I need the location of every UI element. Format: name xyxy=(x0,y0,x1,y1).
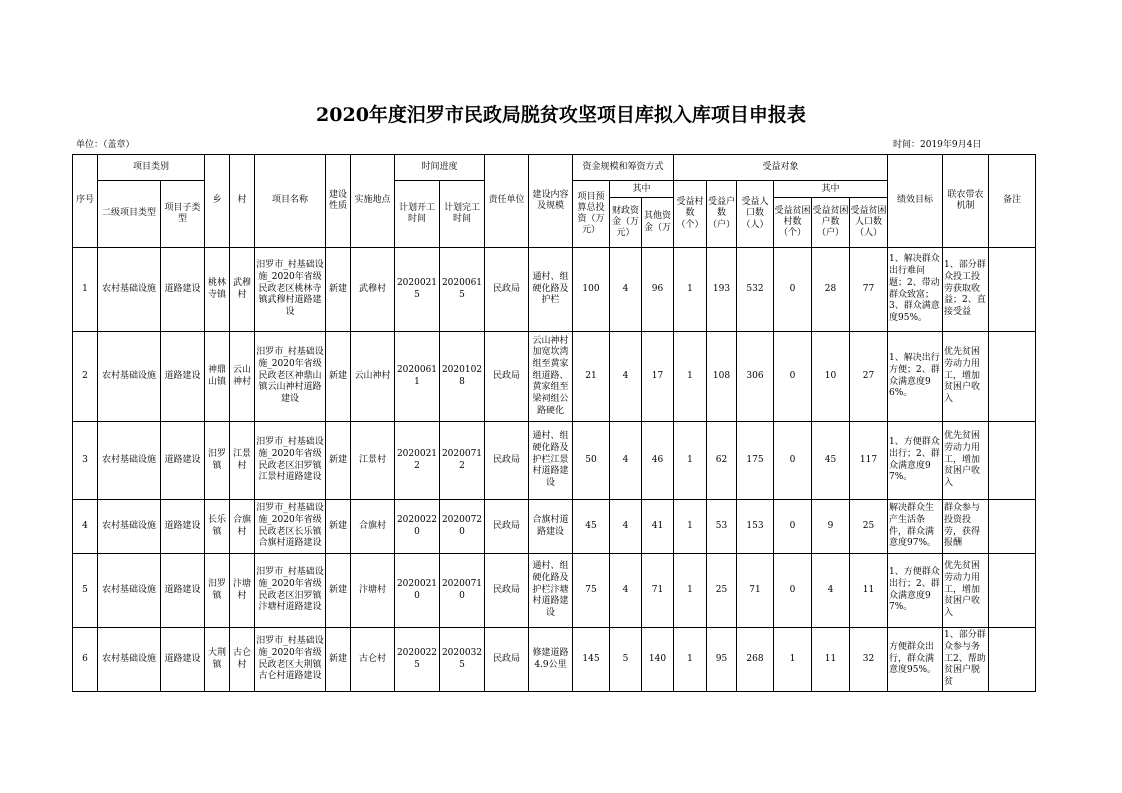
table-row xyxy=(73,500,1036,554)
location-cell: 合旗村 xyxy=(351,500,395,554)
remark-cell xyxy=(989,422,1036,500)
remark-cell xyxy=(989,248,1036,332)
mechanism-cell: 优先贫困劳动力用工，增加贫困户收入 xyxy=(943,422,989,500)
content-cell: 云山神村加宽坎湾组至黄家组道路、黄家组至梁祠组公路硬化 xyxy=(529,332,573,422)
table-header xyxy=(73,155,1036,248)
other-funds-cell: 140 xyxy=(642,628,674,692)
township-cell: 大荆镇 xyxy=(205,628,230,692)
village-cell: 江景村 xyxy=(230,422,255,500)
village-cell: 汴塘村 xyxy=(230,554,255,628)
dept-cell: 民政局 xyxy=(485,248,529,332)
poor-villages-cell: 0 xyxy=(774,248,812,332)
mechanism-cell: 1、部分群众参与务工2、帮助贫困户脱贫 xyxy=(943,628,989,692)
header-b-among-label: 其中 xyxy=(774,181,887,198)
goal-cell: 1、方便群众出行；2、群众满意度97%。 xyxy=(888,422,943,500)
seq-cell: 5 xyxy=(73,554,98,628)
location-cell: 汴塘村 xyxy=(351,554,395,628)
poor-households-cell: 45 xyxy=(812,422,850,500)
mechanism-cell: 1、部分群众投工投劳获取收益；2、直接受益 xyxy=(943,248,989,332)
header-dept: 责任单位 xyxy=(485,155,529,248)
township-cell: 桃林寺镇 xyxy=(205,248,230,332)
project-name-cell: 汨罗市_村基础设施_2020年省级民政老区神鼎山镇云山神村道路建设 xyxy=(255,332,326,422)
header-among-funding xyxy=(610,181,674,248)
end-date-cell: 20200615 xyxy=(440,248,485,332)
budget-cell: 50 xyxy=(573,422,610,500)
village-cell: 武穆村 xyxy=(230,248,255,332)
header-other: 其他资金（万 xyxy=(643,211,671,233)
header-poor-villages: 受益贫困村数（个） xyxy=(774,198,812,247)
project-name-cell: 汨罗市_村基础设施_2020年省级民政老区汨罗镇江景村道路建设 xyxy=(255,422,326,500)
start-date-cell: 20200225 xyxy=(395,628,440,692)
b-population-cell: 268 xyxy=(737,628,774,692)
poor-households-cell: 9 xyxy=(812,500,850,554)
header-category: 项目类别 xyxy=(98,155,205,181)
township-cell: 汨罗镇 xyxy=(205,554,230,628)
b-population-cell: 71 xyxy=(737,554,774,628)
poor-villages-cell: 0 xyxy=(774,554,812,628)
b-households-cell: 53 xyxy=(707,500,737,554)
goal-cell: 解决群众生产生活条件，群众满意度97%。 xyxy=(888,500,943,554)
b-villages-cell: 1 xyxy=(674,248,707,332)
dept-cell: 民政局 xyxy=(485,500,529,554)
poor-households-cell: 28 xyxy=(812,248,850,332)
header-b-villages: 受益村数（个） xyxy=(674,181,707,248)
b-villages-cell: 1 xyxy=(674,500,707,554)
table-row xyxy=(73,628,1036,692)
township-cell: 神鼎山镇 xyxy=(205,332,230,422)
table-row xyxy=(73,422,1036,500)
seq-cell: 4 xyxy=(73,500,98,554)
mechanism-cell: 群众参与投资投劳，获得报酬 xyxy=(943,500,989,554)
project-name-cell: 汨罗市_村基础设施_2020年省级民政老区大荆镇古仑村道路建设 xyxy=(255,628,326,692)
unit-label: 单位：（盖章） xyxy=(76,140,135,150)
b-population-cell: 306 xyxy=(737,332,774,422)
start-date-cell: 20200212 xyxy=(395,422,440,500)
b-population-cell: 532 xyxy=(737,248,774,332)
remark-cell xyxy=(989,500,1036,554)
seq-cell: 6 xyxy=(73,628,98,692)
content-cell: 通村、组硬化路及护栏 xyxy=(529,248,573,332)
header-start: 计划开工时间 xyxy=(395,181,440,248)
poor-population-cell: 32 xyxy=(850,628,888,692)
seq-cell: 3 xyxy=(73,422,98,500)
header-location: 实施地点 xyxy=(351,155,395,248)
sub-type-cell: 道路建设 xyxy=(161,500,205,554)
header-remark: 备注 xyxy=(989,155,1036,248)
poor-households-cell: 11 xyxy=(812,628,850,692)
header-schedule: 时间进度 xyxy=(395,155,485,181)
header-township: 乡 xyxy=(205,155,230,248)
header-poor-population: 受益贫困人口数（人） xyxy=(850,205,887,239)
poor-villages-cell: 0 xyxy=(774,332,812,422)
dept-cell: 民政局 xyxy=(485,628,529,692)
village-cell: 古仑村 xyxy=(230,628,255,692)
content-cell: 通村、组硬化路及护栏汴塘村道路建设 xyxy=(529,554,573,628)
project-name-cell: 汨罗市_村基础设施_2020年省级民政老区桃林寺镇武穆村道路建设 xyxy=(255,248,326,332)
end-date-cell: 20200712 xyxy=(440,422,485,500)
other-funds-cell: 96 xyxy=(642,248,674,332)
poor-population-cell: 77 xyxy=(850,248,888,332)
poor-population-cell: 11 xyxy=(850,554,888,628)
end-date-cell: 20200720 xyxy=(440,500,485,554)
sub-type-cell: 道路建设 xyxy=(161,332,205,422)
end-date-cell: 20200325 xyxy=(440,628,485,692)
header-budget: 项目预算总投资（万元） xyxy=(573,181,610,248)
remark-cell xyxy=(989,332,1036,422)
sub-type-cell: 道路建设 xyxy=(161,248,205,332)
fiscal-cell: 4 xyxy=(610,500,642,554)
end-date-cell: 20201028 xyxy=(440,332,485,422)
header-b-households: 受益户数（户） xyxy=(707,181,737,248)
village-cell: 合旗村 xyxy=(230,500,255,554)
b-villages-cell: 1 xyxy=(674,628,707,692)
dept-cell: 民政局 xyxy=(485,332,529,422)
poor-villages-cell: 0 xyxy=(774,422,812,500)
sub-type-cell: 道路建设 xyxy=(161,628,205,692)
header-seq: 序号 xyxy=(73,155,98,248)
b-households-cell: 25 xyxy=(707,554,737,628)
goal-cell: 方便群众出行，群众满意度95%。 xyxy=(888,628,943,692)
b-villages-cell: 1 xyxy=(674,554,707,628)
content-cell: 修建道路4.9公里 xyxy=(529,628,573,692)
header-goal: 绩效目标 xyxy=(888,155,943,248)
budget-cell: 45 xyxy=(573,500,610,554)
poor-households-cell: 10 xyxy=(812,332,850,422)
b-population-cell: 175 xyxy=(737,422,774,500)
other-funds-cell: 17 xyxy=(642,332,674,422)
poor-villages-cell: 0 xyxy=(774,500,812,554)
header-beneficiary: 受益对象 xyxy=(674,155,888,181)
header-mechanism: 联农带农机制 xyxy=(943,155,989,248)
poor-population-cell: 117 xyxy=(850,422,888,500)
seq-cell: 2 xyxy=(73,332,98,422)
b-households-cell: 108 xyxy=(707,332,737,422)
sub-type-cell: 道路建设 xyxy=(161,554,205,628)
content-cell: 通村、组硬化路及护栏江景村道路建设 xyxy=(529,422,573,500)
header-poor-households: 受益贫困户数（户） xyxy=(812,198,850,247)
location-cell: 云山神村 xyxy=(351,332,395,422)
fiscal-cell: 4 xyxy=(610,422,642,500)
table-row xyxy=(73,554,1036,628)
goal-cell: 1、解决群众出行难问题；2、带动群众致富；3、群众满意度95%。 xyxy=(888,248,943,332)
header-name: 项目名称 xyxy=(255,155,326,248)
b-households-cell: 62 xyxy=(707,422,737,500)
project-table xyxy=(72,154,1036,692)
township-cell: 长乐镇 xyxy=(205,500,230,554)
header-village: 村 xyxy=(230,155,255,248)
township-cell: 汨罗镇 xyxy=(205,422,230,500)
date-label: 时间：2019年9月4日 xyxy=(893,140,982,150)
start-date-cell: 20200611 xyxy=(395,332,440,422)
nature-cell: 新建 xyxy=(326,248,351,332)
poor-households-cell: 4 xyxy=(812,554,850,628)
category-cell: 农村基础设施 xyxy=(98,248,161,332)
mechanism-cell: 优先贫困劳动力用工，增加贫困户收入 xyxy=(943,554,989,628)
project-name-cell: 汨罗市_村基础设施_2020年省级民政老区长乐镇合旗村道路建设 xyxy=(255,500,326,554)
location-cell: 武穆村 xyxy=(351,248,395,332)
table-body xyxy=(73,248,1036,692)
goal-cell: 1、方便群众出行；2、群众满意度97%。 xyxy=(888,554,943,628)
remark-cell xyxy=(989,554,1036,628)
b-population-cell: 153 xyxy=(737,500,774,554)
end-date-cell: 20200710 xyxy=(440,554,485,628)
dept-cell: 民政局 xyxy=(485,422,529,500)
table-row xyxy=(73,332,1036,422)
budget-cell: 145 xyxy=(573,628,610,692)
b-households-cell: 193 xyxy=(707,248,737,332)
fiscal-cell: 4 xyxy=(610,248,642,332)
header-funding: 资金规模和筹资方式 xyxy=(573,155,674,181)
nature-cell: 新建 xyxy=(326,554,351,628)
header-among-label: 其中 xyxy=(610,181,673,198)
start-date-cell: 20200220 xyxy=(395,500,440,554)
category-cell: 农村基础设施 xyxy=(98,332,161,422)
b-households-cell: 95 xyxy=(707,628,737,692)
b-villages-cell: 1 xyxy=(674,332,707,422)
location-cell: 古仑村 xyxy=(351,628,395,692)
category-cell: 农村基础设施 xyxy=(98,628,161,692)
poor-population-cell: 25 xyxy=(850,500,888,554)
other-funds-cell: 71 xyxy=(642,554,674,628)
category-cell: 农村基础设施 xyxy=(98,554,161,628)
seq-cell: 1 xyxy=(73,248,98,332)
sub-type-cell: 道路建设 xyxy=(161,422,205,500)
budget-cell: 100 xyxy=(573,248,610,332)
header-sub-type: 项目子类型 xyxy=(161,181,205,248)
start-date-cell: 20200210 xyxy=(395,554,440,628)
nature-cell: 新建 xyxy=(326,628,351,692)
header-b-population: 受益人口数（人） xyxy=(737,181,774,248)
village-cell: 云山神村 xyxy=(230,332,255,422)
b-villages-cell: 1 xyxy=(674,422,707,500)
nature-cell: 新建 xyxy=(326,422,351,500)
table-row xyxy=(73,248,1036,332)
goal-cell: 1、解决出行方便；2、群众满意度96%。 xyxy=(888,332,943,422)
budget-cell: 75 xyxy=(573,554,610,628)
project-name-cell: 汨罗市_村基础设施_2020年省级民政老区汨罗镇汴塘村道路建设 xyxy=(255,554,326,628)
poor-villages-cell: 1 xyxy=(774,628,812,692)
other-funds-cell: 46 xyxy=(642,422,674,500)
other-funds-cell: 41 xyxy=(642,500,674,554)
header-end: 计划完工时间 xyxy=(440,181,485,248)
fiscal-cell: 4 xyxy=(610,554,642,628)
content-cell: 合旗村道路建设 xyxy=(529,500,573,554)
dept-cell: 民政局 xyxy=(485,554,529,628)
header-content: 建设内容及规模 xyxy=(529,155,573,248)
nature-cell: 新建 xyxy=(326,332,351,422)
header-fiscal: 财政资金（万元） xyxy=(610,198,642,247)
fiscal-cell: 4 xyxy=(610,332,642,422)
start-date-cell: 20200215 xyxy=(395,248,440,332)
header-nature: 建设性质 xyxy=(326,155,351,248)
header-sub-type2: 二级项目类型 xyxy=(98,181,161,248)
remark-cell xyxy=(989,628,1036,692)
location-cell: 江景村 xyxy=(351,422,395,500)
fiscal-cell: 5 xyxy=(610,628,642,692)
category-cell: 农村基础设施 xyxy=(98,422,161,500)
category-cell: 农村基础设施 xyxy=(98,500,161,554)
page-title: 2020年度汨罗市民政局脱贫攻坚项目库拟入库项目申报表 xyxy=(316,104,806,126)
poor-population-cell: 27 xyxy=(850,332,888,422)
budget-cell: 21 xyxy=(573,332,610,422)
header-among-beneficiary xyxy=(774,181,888,248)
nature-cell: 新建 xyxy=(326,500,351,554)
mechanism-cell: 优先贫困劳动力用工，增加贫困户收入 xyxy=(943,332,989,422)
